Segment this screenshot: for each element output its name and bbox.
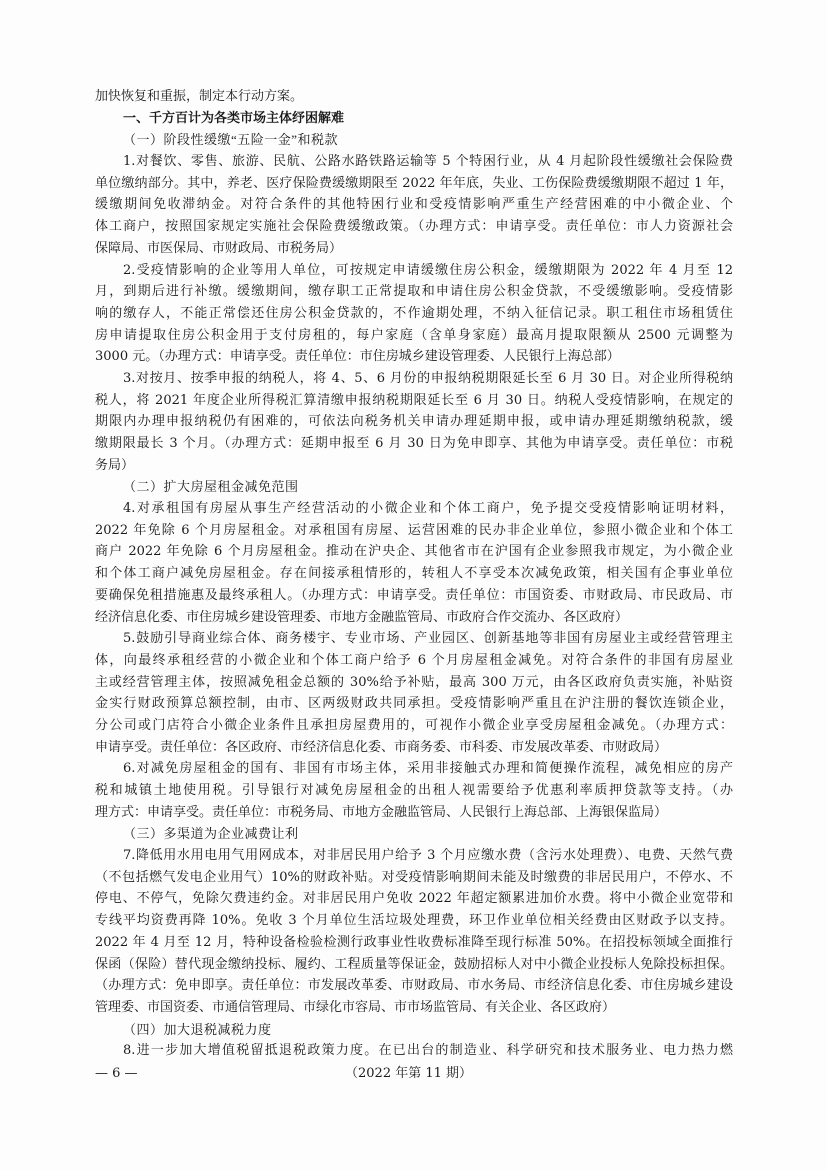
paragraph-line: 单位缴纳部分。其中，养老、医疗保险费缓缴期限至 2022 年年底，失业、工伤保险费缓缴期限不超过 1 年， (95, 175, 733, 191)
paragraph-line: 和个体工商户减免房屋租金。存在间接承租情形的，转租人不享受本次减免政策，相关国有企事业单位 (95, 566, 733, 582)
paragraph-line: 3.对按月、按季申报的纳税人，将 4、5、6 月份的申报纳税期限延长至 6 月 30 日。对企业所得税纳 (123, 370, 733, 386)
paragraph-line: 6.对减免房屋租金的国有、非国有市场主体，采用非接触式办理和简便操作流程，减免相应的房产 (123, 761, 733, 777)
page-footer (95, 1063, 733, 1085)
subsection-heading-text: （二）扩大房屋租金减免范围 (123, 479, 299, 495)
section-heading (95, 108, 733, 130)
paragraph-line: 商户 2022 年免除 6 个月房屋租金。推动在沪央企、其他省市在沪国有企业参照我市规定，为小微企业 (95, 544, 733, 560)
paragraph-line: 保函（保险）替代现金缴纳投标、履约、工程质量等保证金，鼓励招标人对中小微企业投标人免除投标担保。 (95, 956, 733, 972)
issue-label: （2022 年第 11 期） (345, 1066, 473, 1081)
paragraph-line: 1.对餐饮、零售、旅游、民航、公路水路铁路运输等 5 个特困行业，从 4 月起阶段性缓缴社会保险费 (123, 154, 733, 170)
paragraph-line: 金实行财政预算总额控制，由市、区两级财政共同承担。受疫情影响严重且在沪注册的餐饮连锁企业， (95, 696, 733, 712)
subsection-heading (95, 823, 733, 845)
paragraph-line: 申请享受。责任单位：各区政府、市经济信息化委、市商务委、市科委、市发展改革委、市财政局） (95, 739, 668, 755)
paragraph-line: 2.受疫情影响的企业等用人单位，可按规定申请缓缴住房公积金，缓缴期限为 2022 年 4 月至 12 (123, 262, 733, 278)
subsection-heading-text: （三）多渠道为企业减费让利 (123, 826, 299, 842)
paragraph-line: 停电、不停气，免除欠费违约金。对非居民用户免收 2022 年超定额累进加价水费。将中小微企业宽带和 (95, 891, 733, 907)
paragraph (95, 845, 733, 1019)
document-body (95, 86, 733, 1062)
paragraph-line: 分公司或门店符合小微企业条件且承担房屋费用的，可视作小微企业享受房屋租金减免。（办理方式： (95, 717, 733, 733)
paragraph-line: 响的缴存人，不能正常偿还住房公积金贷款的，不作逾期处理，不纳入征信记录。职工租住市场租赁住 (95, 305, 733, 321)
paragraph (95, 151, 733, 259)
paragraph-line: 要确保免租措施惠及最终承租人。（办理方式：申请享受。责任单位：市国资委、市财政局、市民政局、市 (95, 587, 733, 603)
paragraph-line: 2022 年免除 6 个月房屋租金。对承租国有房屋、运营困难的民办非企业单位，参照小微企业和个体工 (95, 522, 733, 538)
paragraph-line: 保障局、市医保局、市财政局、市税务局） (95, 240, 343, 256)
paragraph-line: 3000 元。（办理方式：申请享受。责任单位：市住房城乡建设管理委、人民银行上海总部） (95, 349, 620, 365)
paragraph-line: 主或经营管理主体，按照减免租金总额的 30%给予补贴，最高 300 万元，由各区政府负责实施，补贴资 (95, 674, 733, 690)
paragraph-line: 务局） (95, 457, 135, 473)
paragraph-line: 7.降低用水用电用气用网成本，对非居民用户给予 3 个月应缴水费（含污水处理费）、电费、天然气费 (123, 848, 733, 864)
paragraph-line: 期限内办理申报纳税仍有困难的，可依法向税务机关申请办理延期申报，或申请办理延期缴纳税款，缓 (95, 414, 733, 430)
paragraph-line: 月，到期后进行补缴。缓缴期间，缴存职工正常提取和申请住房公积金贷款，不受缓缴影响。受疫情影 (95, 284, 733, 300)
paragraph-line: 8.进一步加大增值税留抵退税政策力度。在已出台的制造业、科学研究和技术服务业、电力热力燃 (123, 1043, 733, 1059)
paragraph (95, 628, 733, 758)
paragraph-line: （办理方式：免申即享。责任单位：市发展改革委、市财政局、市水务局、市经济信息化委、市住房城乡建设 (95, 978, 733, 994)
paragraph-line: 体，向最终承租经营的小微企业和个体工商户给予 6 个月房屋租金减免。对符合条件的非国有房屋业 (95, 652, 733, 668)
paragraph-line: 缴期限最长 3 个月。（办理方式：延期申报至 6 月 30 日为免申即享、其他为申请享受。责任单位：市税 (95, 436, 733, 451)
paragraph-line: 缓缴期间免收滞纳金。对符合条件的其他特困行业和受疫情影响严重生产经营困难的中小微企业、个 (95, 197, 733, 213)
subsection-heading-text: （四）加大退税减税力度 (123, 1021, 272, 1037)
paragraph-line: 体工商户，按照国家规定实施社会保险费缓缴政策。（办理方式：申请享受。责任单位：市人力资源社会 (95, 219, 733, 235)
paragraph-line: 税人，将 2021 年度企业所得税汇算清缴申报纳税期限延长至 6 月 30 日。纳税人受疫情影响，在规定的 (95, 392, 733, 408)
paragraph-line: 4.对承租国有房屋从事生产经营活动的小微企业和个体工商户，免予提交受疫情影响证明材料， (123, 501, 733, 517)
paragraph (95, 260, 733, 368)
paragraph-line: 理方式：申请享受。责任单位：市税务局、市地方金融监管局、人民银行上海总部、上海银保监局） (95, 804, 668, 820)
paragraph-line: 经济信息化委、市住房城乡建设管理委、市地方金融监管局、市政府合作交流办、各区政府） (95, 609, 629, 625)
paragraph-line: 5.鼓励引导商业综合体、商务楼宇、专业市场、产业园区、创新基地等非国有房屋业主或经营管理主 (123, 631, 733, 647)
paragraph (95, 758, 733, 823)
subsection-heading (95, 476, 733, 498)
paragraph-line: 专线平均资费再降 10%。免收 3 个月单位生活垃圾处理费，环卫作业单位相关经费由区财政予以支持。 (95, 913, 733, 929)
subsection-heading (95, 1019, 733, 1041)
subsection-heading (95, 129, 733, 151)
paragraph-line: 管理委、市国资委、市通信管理局、市绿化市容局、市市场监管局、有关企业、各区政府） (95, 999, 616, 1015)
paragraph (95, 368, 733, 476)
paragraph (95, 498, 733, 628)
section-heading-text: 一、千方百计为各类市场主体纾困解难 (123, 110, 345, 126)
subsection-heading-text: （一）阶段性缓缴“五险一金”和税款 (123, 132, 339, 148)
paragraph-line: 房申请提取住房公积金用于支付房租的，每户家庭（含单身家庭）最高月提取限额从 2500 元调整为 (95, 327, 733, 343)
paragraph-line: 加快恢复和重振，制定本行动方案。 (95, 89, 304, 104)
continued-paragraph (95, 86, 733, 108)
paragraph-line: 2022 年 4 月至 12 月，特种设备检验检测行政事业性收费标准降至现行标准 50%。在招投标领域全面推行 (95, 934, 733, 950)
page-number: — 6 — (95, 1066, 138, 1081)
paragraph-line: （不包括燃气发电企业用气）10%的财政补贴。对受疫情影响期间未能及时缴费的非居民用户，不停水、不 (95, 869, 733, 885)
paragraph-line: 税和城镇土地使用税。引导银行对减免房屋租金的出租人视需要给予优惠利率质押贷款等支持。（办 (95, 783, 733, 798)
paragraph (95, 1040, 733, 1062)
